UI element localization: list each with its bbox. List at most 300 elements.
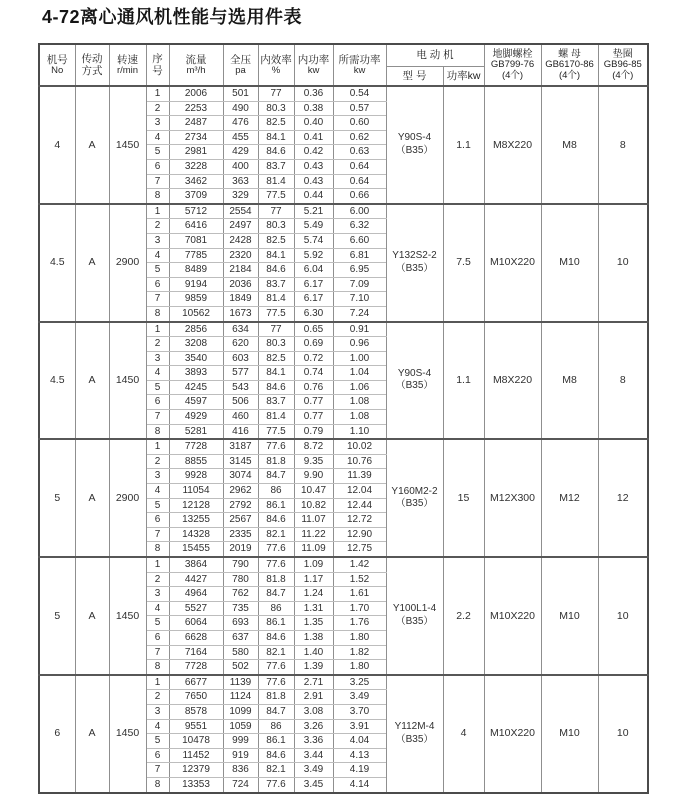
required-power-cell: 3.49 (333, 690, 386, 705)
internal-power-cell: 11.07 (294, 513, 333, 528)
anchor-bolt-cell: M8X220 (484, 86, 541, 204)
efficiency-cell: 82.1 (258, 763, 294, 778)
seq-cell: 3 (146, 116, 169, 131)
efficiency-cell: 77.5 (258, 306, 294, 321)
efficiency-cell: 82.5 (258, 233, 294, 248)
required-power-cell: 1.10 (333, 424, 386, 439)
internal-power-unit: kw (307, 64, 320, 76)
internal-power-cell: 5.21 (294, 204, 333, 219)
motor-model-cell: Y90S-4 （B35） (386, 322, 443, 440)
motor-model-cell: Y132S2-2 （B35） (386, 204, 443, 322)
internal-power-cell: 1.31 (294, 601, 333, 616)
required-power-cell: 3.70 (333, 704, 386, 719)
internal-power-cell: 0.77 (294, 395, 333, 410)
required-power-cell: 0.63 (333, 145, 386, 160)
drive-cell: A (75, 557, 109, 675)
seq-cell: 4 (146, 719, 169, 734)
efficiency-cell: 77.6 (258, 542, 294, 557)
required-power-cell: 0.57 (333, 101, 386, 116)
speed-unit: r/min (116, 64, 139, 76)
pressure-cell: 400 (223, 159, 258, 174)
col-header-machine-no (39, 44, 75, 86)
washer-label: 垫圈 (612, 49, 633, 61)
pressure-cell: 762 (223, 587, 258, 602)
seq-cell: 4 (146, 366, 169, 381)
required-power-cell: 0.96 (333, 337, 386, 352)
motor-power-cell: 7.5 (443, 204, 484, 322)
anchor-bolt-qty: (4个) (501, 69, 524, 81)
flow-cell: 12379 (169, 763, 223, 778)
internal-power-cell: 3.36 (294, 734, 333, 749)
efficiency-cell: 77 (258, 322, 294, 337)
seq-cell: 1 (146, 557, 169, 572)
flow-cell: 6677 (169, 675, 223, 690)
internal-power-cell: 0.79 (294, 424, 333, 439)
required-power-cell: 1.76 (333, 616, 386, 631)
required-power-cell: 11.39 (333, 469, 386, 484)
machine-no-cell: 6 (39, 675, 75, 793)
machine-no-label: 机号 (46, 53, 68, 66)
efficiency-cell: 80.3 (258, 219, 294, 234)
seq-cell: 2 (146, 454, 169, 469)
required-power-cell: 0.64 (333, 174, 386, 189)
pressure-cell: 416 (223, 424, 258, 439)
anchor-bolt-cell: M10X220 (484, 204, 541, 322)
drive-cell: A (75, 204, 109, 322)
pressure-cell: 502 (223, 660, 258, 675)
internal-power-cell: 2.71 (294, 675, 333, 690)
seq-cell: 1 (146, 204, 169, 219)
anchor-bolt-cell: M12X300 (484, 439, 541, 557)
flow-cell: 4964 (169, 587, 223, 602)
flow-cell: 3864 (169, 557, 223, 572)
required-power-cell: 4.14 (333, 777, 386, 792)
required-power-cell: 0.54 (333, 86, 386, 101)
internal-power-cell: 1.24 (294, 587, 333, 602)
seq-label-1: 序 (152, 52, 163, 65)
seq-cell: 2 (146, 101, 169, 116)
pressure-cell: 3145 (223, 454, 258, 469)
flow-cell: 7728 (169, 439, 223, 454)
internal-power-cell: 5.74 (294, 233, 333, 248)
machine-no-cell: 4.5 (39, 322, 75, 440)
flow-cell: 10562 (169, 306, 223, 321)
pressure-cell: 2036 (223, 277, 258, 292)
drive-cell: A (75, 439, 109, 557)
flow-cell: 9551 (169, 719, 223, 734)
flow-cell: 3540 (169, 351, 223, 366)
internal-power-cell: 1.35 (294, 616, 333, 631)
required-power-cell: 0.62 (333, 130, 386, 145)
flow-cell: 3709 (169, 189, 223, 204)
pressure-cell: 2428 (223, 233, 258, 248)
efficiency-cell: 83.7 (258, 395, 294, 410)
internal-power-cell: 5.49 (294, 219, 333, 234)
seq-cell: 4 (146, 248, 169, 263)
pressure-cell: 429 (223, 145, 258, 160)
pressure-cell: 1673 (223, 306, 258, 321)
efficiency-cell: 84.6 (258, 513, 294, 528)
speed-label: 转速 (117, 53, 138, 66)
internal-power-cell: 0.72 (294, 351, 333, 366)
seq-cell: 8 (146, 660, 169, 675)
speed-cell: 2900 (109, 204, 146, 322)
motor-model-cell: Y90S-4 （B35） (386, 86, 443, 204)
efficiency-cell: 84.6 (258, 748, 294, 763)
flow-cell: 5712 (169, 204, 223, 219)
internal-power-cell: 1.40 (294, 645, 333, 660)
required-power-cell: 0.60 (333, 116, 386, 131)
efficiency-cell: 86 (258, 484, 294, 499)
internal-power-cell: 0.74 (294, 366, 333, 381)
seq-cell: 6 (146, 277, 169, 292)
pressure-unit: pa (235, 64, 246, 76)
washer-cell: 12 (598, 439, 648, 557)
col-header-drive (75, 44, 109, 86)
flow-cell: 3462 (169, 174, 223, 189)
flow-cell: 6628 (169, 630, 223, 645)
flow-unit: m³/h (186, 64, 206, 76)
internal-power-cell: 6.04 (294, 263, 333, 278)
required-power-cell: 10.02 (333, 439, 386, 454)
anchor-bolt-standard: GB799-76 (490, 59, 535, 71)
page-title: 4-72离心通风机性能与选用件表 (42, 7, 303, 27)
efficiency-cell: 83.7 (258, 159, 294, 174)
efficiency-cell: 84.7 (258, 587, 294, 602)
required-power-cell: 7.24 (333, 306, 386, 321)
required-power-cell: 12.72 (333, 513, 386, 528)
required-power-cell: 12.90 (333, 527, 386, 542)
pressure-cell: 724 (223, 777, 258, 792)
internal-power-cell: 1.38 (294, 630, 333, 645)
flow-cell: 5281 (169, 424, 223, 439)
required-power-cell: 10.76 (333, 454, 386, 469)
motor-power-cell: 15 (443, 439, 484, 557)
col-header-efficiency (258, 44, 294, 86)
flow-cell: 2253 (169, 101, 223, 116)
efficiency-cell: 77.6 (258, 439, 294, 454)
pressure-cell: 735 (223, 601, 258, 616)
seq-cell: 3 (146, 233, 169, 248)
seq-cell: 5 (146, 616, 169, 631)
pressure-cell: 836 (223, 763, 258, 778)
seq-cell: 7 (146, 527, 169, 542)
washer-qty: (4个) (612, 69, 634, 81)
pressure-cell: 2320 (223, 248, 258, 263)
efficiency-cell: 81.8 (258, 690, 294, 705)
washer-cell: 10 (598, 557, 648, 675)
internal-power-cell: 9.90 (294, 469, 333, 484)
required-power-cell: 1.70 (333, 601, 386, 616)
pressure-cell: 620 (223, 337, 258, 352)
required-power-cell: 6.00 (333, 204, 386, 219)
internal-power-cell: 0.77 (294, 410, 333, 425)
flow-cell: 6064 (169, 616, 223, 631)
drive-label-2: 方式 (81, 65, 103, 77)
required-power-cell: 0.91 (333, 322, 386, 337)
internal-power-cell: 0.38 (294, 101, 333, 116)
pressure-cell: 580 (223, 645, 258, 660)
pressure-cell: 506 (223, 395, 258, 410)
flow-cell: 13353 (169, 777, 223, 792)
flow-cell: 15455 (169, 542, 223, 557)
pressure-cell: 919 (223, 748, 258, 763)
nut-standard: GB6170-86 (545, 59, 594, 71)
col-header-pressure (223, 44, 258, 86)
col-header-motor-group: 电 动 机 (386, 44, 484, 66)
internal-power-cell: 0.40 (294, 116, 333, 131)
table-header (39, 44, 648, 86)
required-power-cell: 1.04 (333, 366, 386, 381)
pressure-cell: 1139 (223, 675, 258, 690)
required-power-cell: 7.10 (333, 292, 386, 307)
efficiency-cell: 84.1 (258, 248, 294, 263)
efficiency-cell: 84.7 (258, 704, 294, 719)
internal-power-cell: 9.35 (294, 454, 333, 469)
flow-cell: 4427 (169, 572, 223, 587)
internal-power-cell: 1.09 (294, 557, 333, 572)
internal-power-label: 内功率 (297, 53, 330, 66)
efficiency-unit: % (271, 64, 281, 76)
required-power-cell: 1.80 (333, 630, 386, 645)
col-header-motor-model: 型 号 (386, 66, 443, 86)
internal-power-cell: 3.26 (294, 719, 333, 734)
seq-cell: 1 (146, 439, 169, 454)
anchor-bolt-cell: M8X220 (484, 322, 541, 440)
seq-cell: 5 (146, 263, 169, 278)
nut-qty: (4个) (558, 69, 581, 81)
internal-power-cell: 11.09 (294, 542, 333, 557)
required-power-cell: 1.80 (333, 660, 386, 675)
motor-power-cell: 2.2 (443, 557, 484, 675)
efficiency-cell: 86.1 (258, 498, 294, 513)
internal-power-cell: 10.47 (294, 484, 333, 499)
motor-model-cell: Y160M2-2 （B35） (386, 439, 443, 557)
flow-cell: 7164 (169, 645, 223, 660)
seq-cell: 7 (146, 174, 169, 189)
pressure-cell: 2335 (223, 527, 258, 542)
seq-cell: 1 (146, 322, 169, 337)
pressure-cell: 999 (223, 734, 258, 749)
spec-row (39, 86, 648, 101)
motor-power-cell: 4 (443, 675, 484, 793)
required-power-cell: 1.08 (333, 395, 386, 410)
col-header-anchor-bolt (484, 44, 541, 86)
required-power-cell: 12.44 (333, 498, 386, 513)
seq-cell: 8 (146, 424, 169, 439)
spec-row (39, 204, 648, 219)
spec-row (39, 557, 648, 572)
required-power-cell: 1.08 (333, 410, 386, 425)
internal-power-cell: 8.72 (294, 439, 333, 454)
seq-cell: 3 (146, 351, 169, 366)
washer-cell: 8 (598, 86, 648, 204)
machine-no-unit: No (51, 64, 64, 76)
pressure-cell: 693 (223, 616, 258, 631)
pressure-cell: 501 (223, 86, 258, 101)
required-power-cell: 1.00 (333, 351, 386, 366)
pressure-cell: 2497 (223, 219, 258, 234)
pressure-cell: 329 (223, 189, 258, 204)
internal-power-cell: 10.82 (294, 498, 333, 513)
speed-cell: 1450 (109, 675, 146, 793)
flow-cell: 13255 (169, 513, 223, 528)
internal-power-cell: 2.91 (294, 690, 333, 705)
nut-label: 螺 母 (558, 49, 581, 61)
internal-power-cell: 0.43 (294, 159, 333, 174)
seq-cell: 3 (146, 587, 169, 602)
col-header-motor-power: 功率kw (443, 66, 484, 86)
col-header-speed (109, 44, 146, 86)
nut-cell: M10 (541, 204, 598, 322)
required-power-cell: 4.13 (333, 748, 386, 763)
flow-cell: 3893 (169, 366, 223, 381)
flow-cell: 9859 (169, 292, 223, 307)
required-power-unit: kw (353, 64, 366, 76)
anchor-bolt-cell: M10X220 (484, 557, 541, 675)
machine-no-cell: 5 (39, 557, 75, 675)
seq-cell: 4 (146, 601, 169, 616)
pressure-cell: 577 (223, 366, 258, 381)
pressure-cell: 2567 (223, 513, 258, 528)
internal-power-cell: 0.65 (294, 322, 333, 337)
flow-cell: 2487 (169, 116, 223, 131)
pressure-cell: 490 (223, 101, 258, 116)
internal-power-cell: 1.39 (294, 660, 333, 675)
seq-cell: 5 (146, 498, 169, 513)
seq-cell: 6 (146, 159, 169, 174)
table-body (39, 86, 648, 793)
pressure-cell: 2184 (223, 263, 258, 278)
fan-performance-table (38, 43, 649, 794)
seq-cell: 6 (146, 630, 169, 645)
speed-cell: 1450 (109, 86, 146, 204)
efficiency-cell: 82.1 (258, 527, 294, 542)
seq-cell: 6 (146, 513, 169, 528)
seq-cell: 4 (146, 484, 169, 499)
internal-power-cell: 0.69 (294, 337, 333, 352)
seq-cell: 7 (146, 763, 169, 778)
col-header-washer (598, 44, 648, 86)
nut-cell: M10 (541, 675, 598, 793)
seq-cell: 8 (146, 306, 169, 321)
internal-power-cell: 0.42 (294, 145, 333, 160)
pressure-cell: 2019 (223, 542, 258, 557)
flow-cell: 11452 (169, 748, 223, 763)
flow-cell: 7728 (169, 660, 223, 675)
efficiency-cell: 82.1 (258, 645, 294, 660)
seq-cell: 8 (146, 777, 169, 792)
internal-power-cell: 11.22 (294, 527, 333, 542)
pressure-cell: 780 (223, 572, 258, 587)
internal-power-cell: 3.45 (294, 777, 333, 792)
flow-cell: 4597 (169, 395, 223, 410)
efficiency-label: 内效率 (260, 53, 292, 66)
seq-cell: 6 (146, 748, 169, 763)
pressure-cell: 1124 (223, 690, 258, 705)
flow-cell: 8489 (169, 263, 223, 278)
washer-cell: 8 (598, 322, 648, 440)
flow-cell: 7081 (169, 233, 223, 248)
required-power-cell: 7.09 (333, 277, 386, 292)
efficiency-cell: 84.1 (258, 366, 294, 381)
flow-cell: 4245 (169, 380, 223, 395)
speed-cell: 1450 (109, 557, 146, 675)
flow-cell: 9928 (169, 469, 223, 484)
efficiency-cell: 77.6 (258, 660, 294, 675)
col-header-seq (146, 44, 169, 86)
anchor-bolt-label: 地脚螺栓 (492, 49, 533, 61)
pressure-cell: 1099 (223, 704, 258, 719)
efficiency-cell: 84.6 (258, 145, 294, 160)
seq-cell: 4 (146, 130, 169, 145)
efficiency-cell: 80.3 (258, 101, 294, 116)
flow-cell: 2981 (169, 145, 223, 160)
internal-power-cell: 0.41 (294, 130, 333, 145)
internal-power-cell: 0.44 (294, 189, 333, 204)
flow-cell: 12128 (169, 498, 223, 513)
required-power-cell: 6.60 (333, 233, 386, 248)
efficiency-cell: 86 (258, 719, 294, 734)
flow-cell: 3228 (169, 159, 223, 174)
efficiency-cell: 81.8 (258, 572, 294, 587)
efficiency-cell: 86.1 (258, 616, 294, 631)
flow-cell: 2856 (169, 322, 223, 337)
spec-row (39, 675, 648, 690)
efficiency-cell: 77.6 (258, 675, 294, 690)
spec-row (39, 439, 648, 454)
col-header-internal-power (294, 44, 333, 86)
pressure-cell: 3074 (223, 469, 258, 484)
seq-cell: 8 (146, 189, 169, 204)
seq-cell: 1 (146, 86, 169, 101)
efficiency-cell: 84.7 (258, 469, 294, 484)
pressure-cell: 790 (223, 557, 258, 572)
efficiency-cell: 77.6 (258, 777, 294, 792)
efficiency-cell: 77 (258, 86, 294, 101)
pressure-cell: 1059 (223, 719, 258, 734)
required-power-cell: 6.32 (333, 219, 386, 234)
flow-cell: 7650 (169, 690, 223, 705)
seq-cell: 2 (146, 690, 169, 705)
col-header-flow (169, 44, 223, 86)
flow-cell: 5527 (169, 601, 223, 616)
drive-cell: A (75, 675, 109, 793)
seq-cell: 3 (146, 469, 169, 484)
flow-cell: 2006 (169, 86, 223, 101)
nut-cell: M12 (541, 439, 598, 557)
motor-power-cell: 1.1 (443, 322, 484, 440)
required-power-cell: 1.42 (333, 557, 386, 572)
seq-cell: 6 (146, 395, 169, 410)
efficiency-cell: 77.5 (258, 189, 294, 204)
drive-label-1: 传动 (81, 52, 103, 65)
col-header-nut (541, 44, 598, 86)
seq-cell: 2 (146, 219, 169, 234)
flow-cell: 14328 (169, 527, 223, 542)
efficiency-cell: 84.6 (258, 380, 294, 395)
flow-cell: 8578 (169, 704, 223, 719)
efficiency-cell: 86 (258, 601, 294, 616)
machine-no-cell: 4.5 (39, 204, 75, 322)
internal-power-cell: 0.76 (294, 380, 333, 395)
efficiency-cell: 86.1 (258, 734, 294, 749)
seq-cell: 7 (146, 410, 169, 425)
pressure-cell: 603 (223, 351, 258, 366)
required-power-cell: 3.91 (333, 719, 386, 734)
pressure-cell: 637 (223, 630, 258, 645)
efficiency-cell: 82.5 (258, 116, 294, 131)
